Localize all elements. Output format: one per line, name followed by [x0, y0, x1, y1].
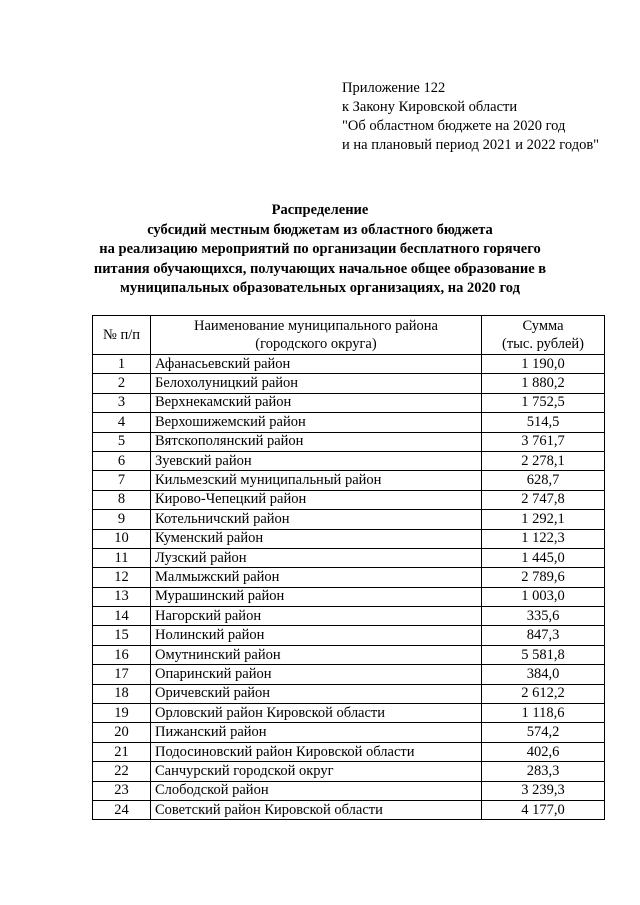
row-number: 15: [93, 626, 151, 645]
row-amount: 2 612,2: [482, 684, 605, 703]
row-district-name: Опаринский район: [151, 665, 482, 684]
table-row: [93, 374, 605, 393]
header-name-line: (городского округа): [255, 336, 377, 352]
row-amount: 574,2: [482, 723, 605, 742]
table-row: [93, 704, 605, 723]
row-district-name: Слободской район: [151, 781, 482, 800]
table-header: [93, 316, 605, 355]
table-row: [93, 665, 605, 684]
appendix-line: к Закону Кировской области: [342, 99, 518, 115]
row-amount: 1 118,6: [482, 704, 605, 723]
row-district-name: Вятскополянский район: [151, 432, 482, 451]
row-number: 4: [93, 413, 151, 432]
title-line: субсидий местным бюджетам из областного бюджета: [147, 221, 493, 238]
row-number: 1: [93, 355, 151, 374]
table-row: [93, 548, 605, 567]
header-name-line: Наименование муниципального района: [194, 318, 438, 334]
row-amount: 1 880,2: [482, 374, 605, 393]
row-number: 12: [93, 568, 151, 587]
row-number: 21: [93, 742, 151, 761]
row-number: 7: [93, 471, 151, 490]
row-amount: 628,7: [482, 471, 605, 490]
title-line: на реализацию мероприятий по организации бесплатного горячего: [99, 241, 541, 257]
row-amount: 1 752,5: [482, 393, 605, 412]
row-amount: 5 581,8: [482, 645, 605, 664]
table-row: [93, 800, 605, 819]
title-line: Распределение: [271, 202, 369, 218]
row-district-name: Верхнекамский район: [151, 393, 482, 412]
row-number: 13: [93, 587, 151, 606]
row-number: 11: [93, 548, 151, 567]
row-district-name: Оричевский район: [151, 684, 482, 703]
table-row: [93, 587, 605, 606]
row-district-name: Котельничский район: [151, 510, 482, 529]
row-district-name: Нагорский район: [151, 607, 482, 626]
table-row: [93, 607, 605, 626]
row-amount: 2 789,6: [482, 568, 605, 587]
row-amount: 384,0: [482, 665, 605, 684]
appendix-line: Приложение 122: [342, 80, 446, 96]
row-district-name: Малмыжский район: [151, 568, 482, 587]
row-district-name: Кирово-Чепецкий район: [151, 490, 482, 509]
table-header-row: [93, 316, 605, 355]
row-number: 17: [93, 665, 151, 684]
row-district-name: Кильмезский муниципальный район: [151, 471, 482, 490]
header-sum-line: (тыс. рублей): [502, 336, 584, 352]
table-row: [93, 568, 605, 587]
row-district-name: Пижанский район: [151, 723, 482, 742]
row-amount: 1 122,3: [482, 529, 605, 548]
row-number: 18: [93, 684, 151, 703]
row-number: 5: [93, 432, 151, 451]
row-amount: 335,6: [482, 607, 605, 626]
row-number: 16: [93, 645, 151, 664]
table-row: [93, 510, 605, 529]
row-district-name: Куменский район: [151, 529, 482, 548]
row-district-name: Нолинский район: [151, 626, 482, 645]
header-sum-line: Сумма: [522, 318, 564, 334]
row-number: 3: [93, 393, 151, 412]
row-number: 9: [93, 510, 151, 529]
title-line: питания обучающихся, получающих начальное общее образование в: [93, 260, 547, 277]
table-row: [93, 490, 605, 509]
table-body: [93, 355, 605, 820]
row-number: 2: [93, 374, 151, 393]
table-row: [93, 393, 605, 412]
row-district-name: Подосиновский район Кировской области: [151, 742, 482, 761]
row-amount: 1 003,0: [482, 587, 605, 606]
row-district-name: Верхошижемский район: [151, 413, 482, 432]
row-number: 20: [93, 723, 151, 742]
appendix-header: [342, 79, 599, 155]
row-number: 24: [93, 800, 151, 819]
row-amount: 1 445,0: [482, 548, 605, 567]
row-number: 14: [93, 607, 151, 626]
row-district-name: Лузский район: [151, 548, 482, 567]
row-number: 8: [93, 490, 151, 509]
table-row: [93, 742, 605, 761]
document-title: [40, 201, 600, 299]
title-line: муниципальных образовательных организациях, на 2020 год: [120, 280, 520, 296]
row-district-name: Белохолуницкий район: [151, 374, 482, 393]
appendix-line: "Об областном бюджете на 2020 год: [342, 118, 566, 134]
row-district-name: Советский район Кировской области: [151, 800, 482, 819]
header-num: [93, 316, 151, 355]
row-amount: 3 761,7: [482, 432, 605, 451]
table-row: [93, 471, 605, 490]
row-number: 10: [93, 529, 151, 548]
row-amount: 1 292,1: [482, 510, 605, 529]
row-district-name: Афанасьевский район: [151, 355, 482, 374]
row-district-name: Орловский район Кировской области: [151, 704, 482, 723]
header-num-label: № п/п: [102, 327, 140, 343]
header-sum: [482, 316, 605, 355]
row-district-name: Мурашинский район: [151, 587, 482, 606]
table-row: [93, 781, 605, 800]
row-amount: 402,6: [482, 742, 605, 761]
row-amount: 847,3: [482, 626, 605, 645]
row-amount: 1 190,0: [482, 355, 605, 374]
row-number: 19: [93, 704, 151, 723]
table-row: [93, 645, 605, 664]
row-amount: 2 747,8: [482, 490, 605, 509]
row-amount: 283,3: [482, 762, 605, 781]
table-row: [93, 626, 605, 645]
row-district-name: Зуевский район: [151, 451, 482, 470]
table-row: [93, 529, 605, 548]
table-row: [93, 451, 605, 470]
row-district-name: Санчурский городской округ: [151, 762, 482, 781]
table-row: [93, 432, 605, 451]
row-district-name: Омутнинский район: [151, 645, 482, 664]
header-name: [151, 316, 482, 355]
row-amount: 4 177,0: [482, 800, 605, 819]
subsidy-table: [92, 315, 605, 820]
appendix-line: и на плановый период 2021 и 2022 годов": [342, 137, 600, 153]
table-row: [93, 355, 605, 374]
table-row: [93, 413, 605, 432]
row-number: 6: [93, 451, 151, 470]
row-amount: 514,5: [482, 413, 605, 432]
row-number: 22: [93, 762, 151, 781]
row-number: 23: [93, 781, 151, 800]
table-row: [93, 762, 605, 781]
row-amount: 2 278,1: [482, 451, 605, 470]
table-row: [93, 684, 605, 703]
row-amount: 3 239,3: [482, 781, 605, 800]
table-row: [93, 723, 605, 742]
